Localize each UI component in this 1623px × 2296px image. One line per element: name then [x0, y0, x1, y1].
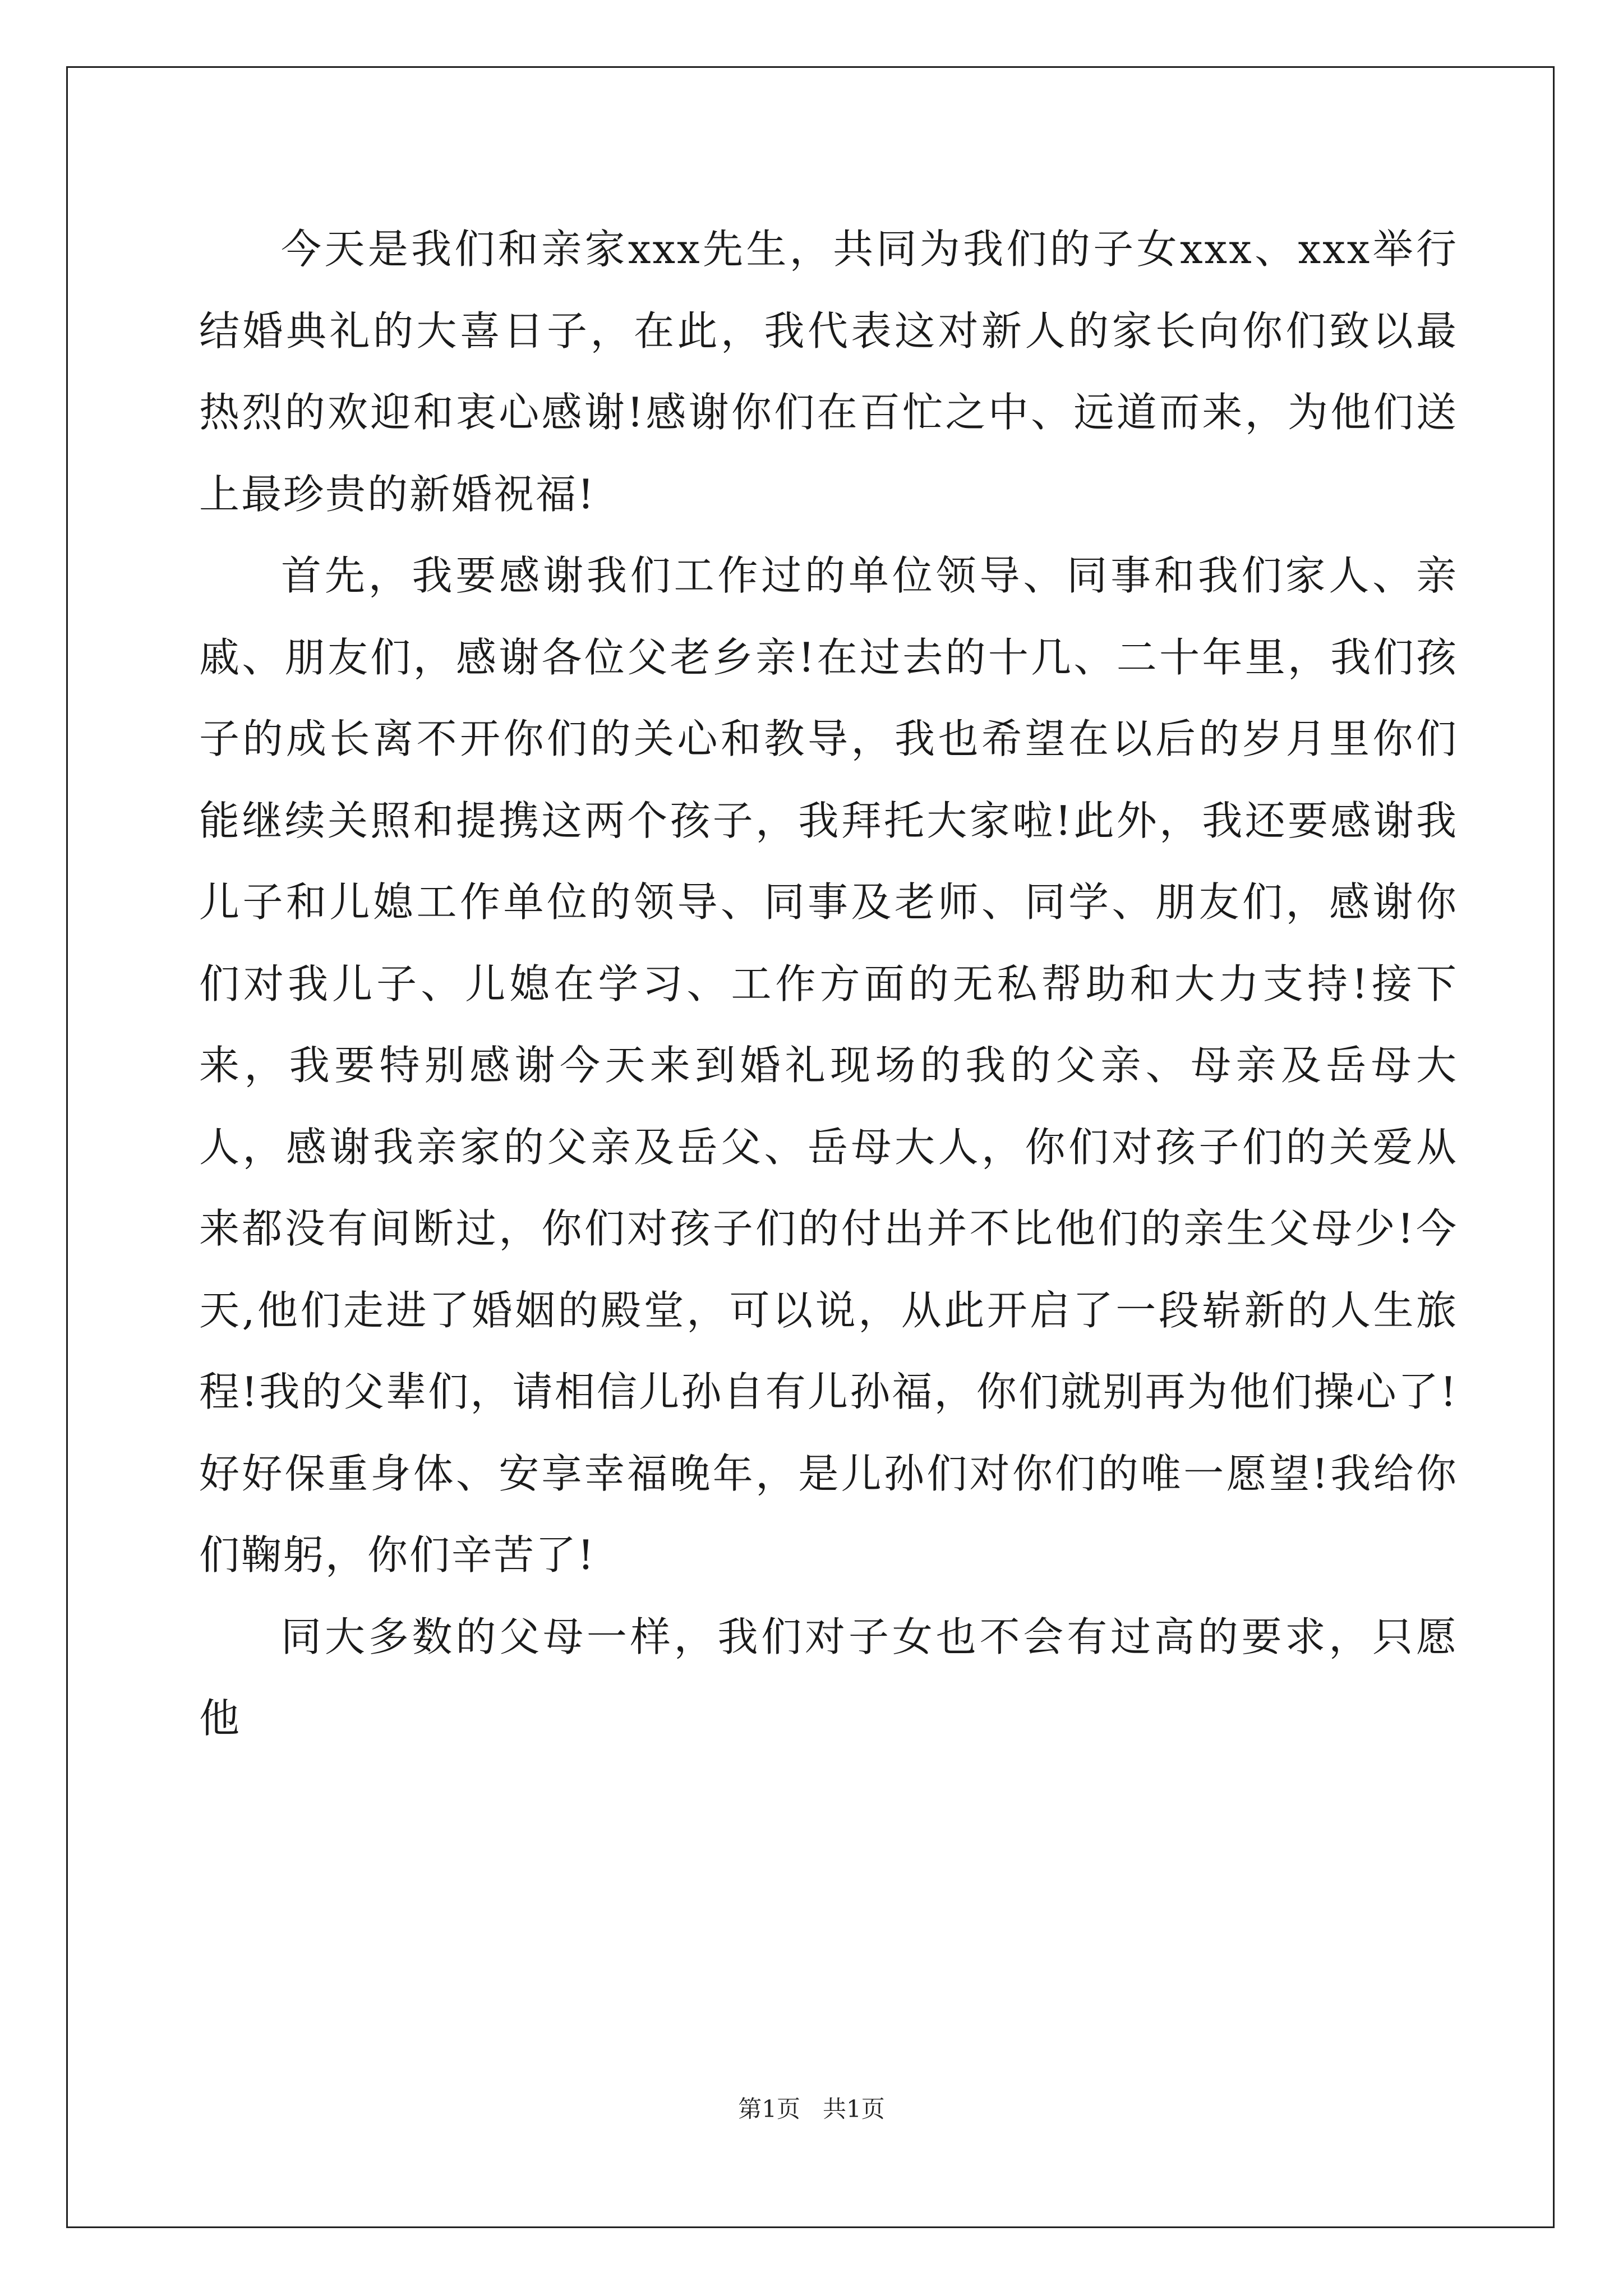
paragraph-1: 今天是我们和亲家xxx先生，共同为我们的子女xxx、xxx举行结婚典礼的大喜日子，在此，我代表这对新人的家长向你们致以最热烈的欢迎和衷心感谢!感谢你们在百忙之中、远道而来，为他们送上最珍贵的新婚祝福!: [199, 226, 1458, 518]
page-number-footer: 第1页 共1页: [738, 2095, 885, 2123]
paragraph-2: 首先，我要感谢我们工作过的单位领导、同事和我们家人、亲戚、朋友们，感谢各位父老乡亲!在过去的十几、二十年里，我们孩子的成长离不开你们的关心和教导，我也希望在以后的岁月里你们能继续关照和提携这两个孩子，我拜托大家啦!此外，我还要感谢我儿子和儿媳工作单位的领导、同事及老师、同学、朋友们，感谢你们对我儿子、儿媳在学习、工作方面的无私帮助和大力支持!接下来，我要特别感谢今天来到婚礼现场的我的父亲、母亲及岳母大人，感谢我亲家的父亲及岳父、岳母大人，你们对孩子们的关爱从来都没有间断过，你们对孩子们的付出并不比他们的亲生父母少!今天,他们走进了婚姻的殿堂，可以说，从此开启了一段崭新的人生旅程!我的父辈们，请相信儿孙自有儿孙福，你们就别再为他们操心了!好好保重身体、安享幸福晚年，是儿孙们对你们的唯一愿望!我给你们鞠躬，你们辛苦了!: [199, 552, 1458, 1579]
document-body: [199, 209, 1458, 1760]
paragraph-3: 同大多数的父母一样，我们对子女也不会有过高的要求，只愿他: [199, 1613, 1458, 1742]
